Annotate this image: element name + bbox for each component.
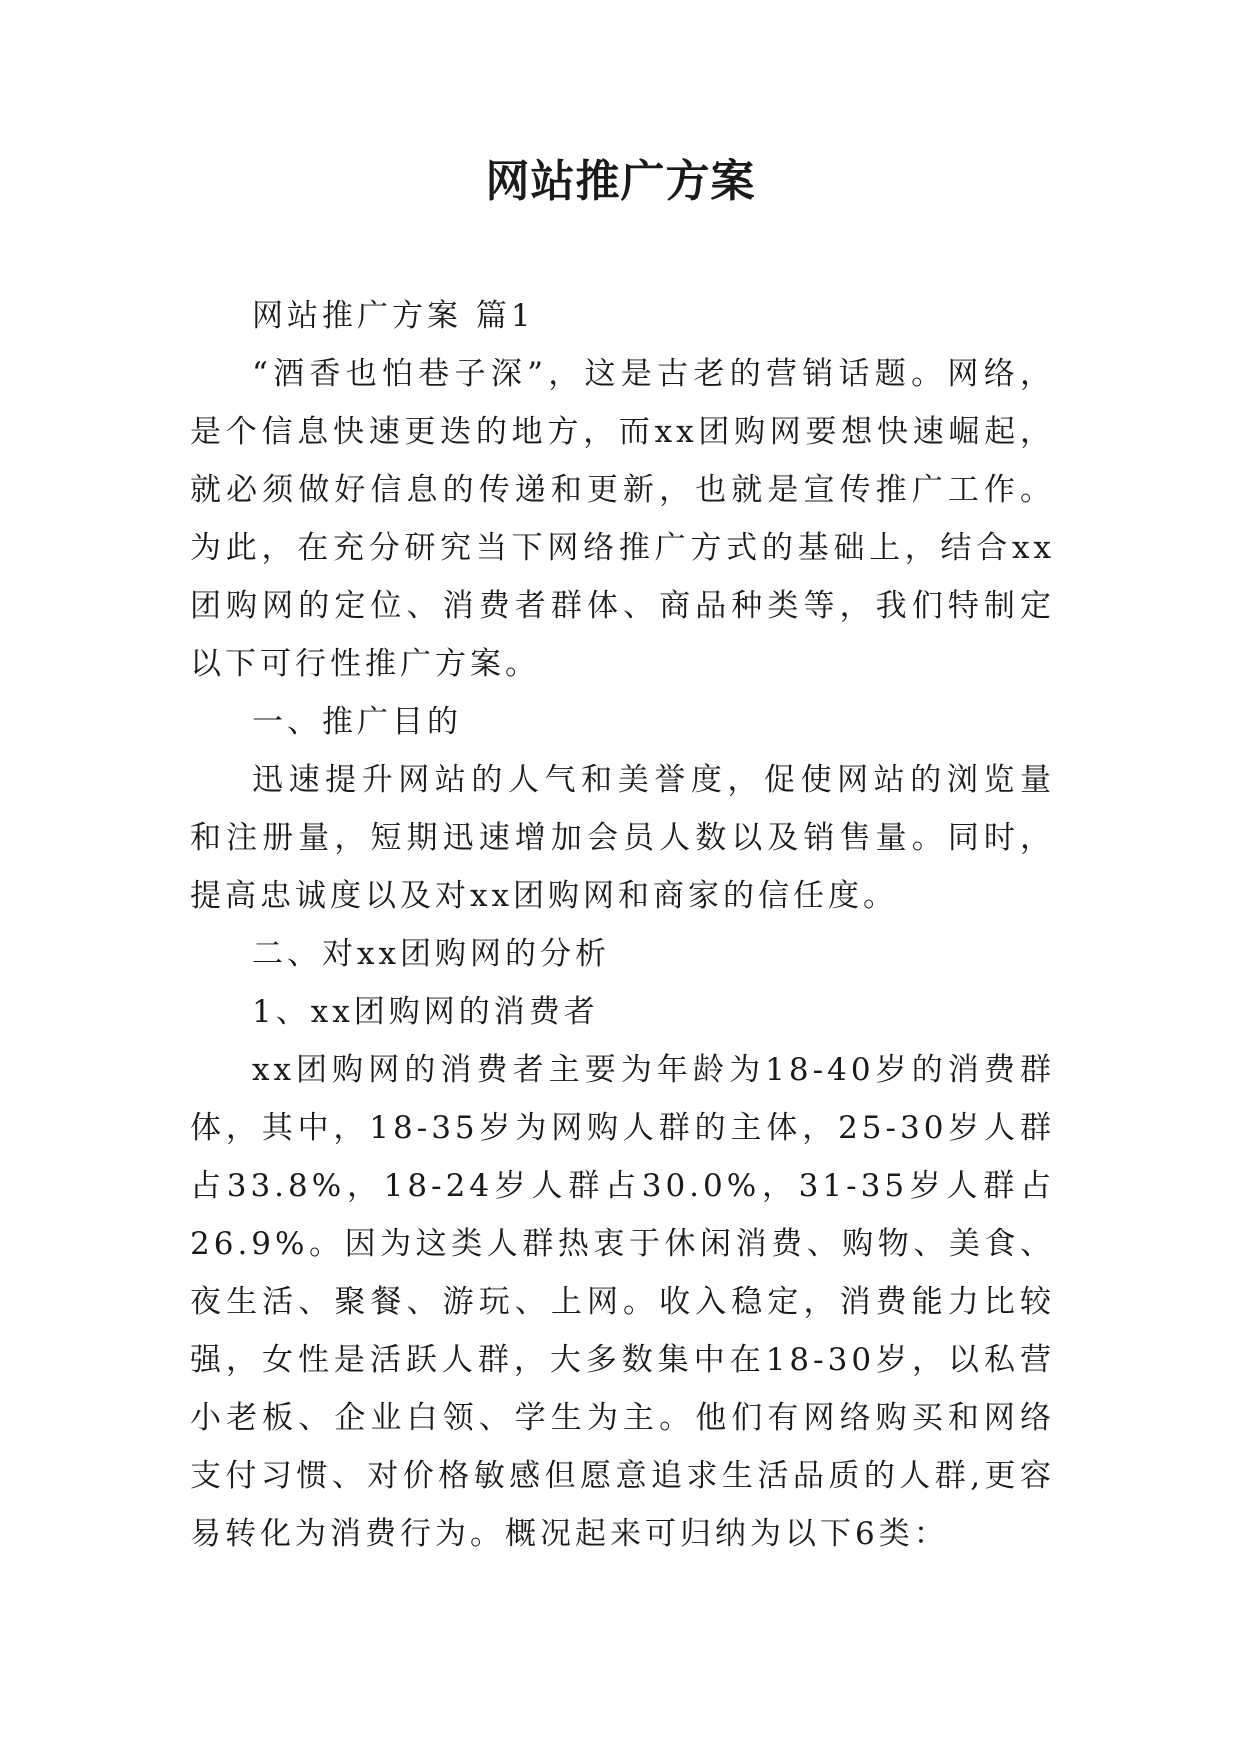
- document-title: 网站推广方案: [485, 156, 756, 207]
- intro-paragraph: “酒香也怕巷子深”，这是古老的营销话题。网络，是个信息快速更迭的地方，而xx团购网要想快速崛起，就必须做好信息的传递和更新，也就是宣传推广工作。为此，在充分研究当下网络推广方式的基础上，结合xx团购网的定位、消费者群体、商品种类等，我们特制定以下可行性推广方案。: [190, 356, 1055, 682]
- section-heading: 二、对xx团购网的分析: [252, 936, 610, 972]
- section-heading: 一、推广目的: [252, 704, 462, 740]
- body-paragraph: 迅速提升网站的人气和美誉度，促使网站的浏览量和注册量，短期迅速增加会员人数以及销售量。同时，提高忠诚度以及对xx团购网和商家的信任度。: [190, 762, 1055, 914]
- body-paragraph: xx团购网的消费者主要为年龄为18-40岁的消费群体，其中，18-35岁为网购人群的主体，25-30岁人群占33.8%，18-24岁人群占30.0%，31-35岁人群占26.9%。因为这类人群热衷于休闲消费、购物、美食、夜生活、聚餐、游玩、上网。收入稳定，消费能力比较强，女性是活跃人群，大多数集中在18-30岁，以私营小老板、企业白领、学生为主。他们有网络购买和网络支付习惯、对价格敏感但愿意追求生活品质的人群,更容易转化为消费行为。概况起来可归纳为以下6类：: [190, 1052, 1055, 1552]
- subsection-heading: 1、xx团购网的消费者: [252, 994, 599, 1030]
- document-body: [190, 287, 1055, 1563]
- section-heading: 网站推广方案 篇1: [252, 298, 535, 334]
